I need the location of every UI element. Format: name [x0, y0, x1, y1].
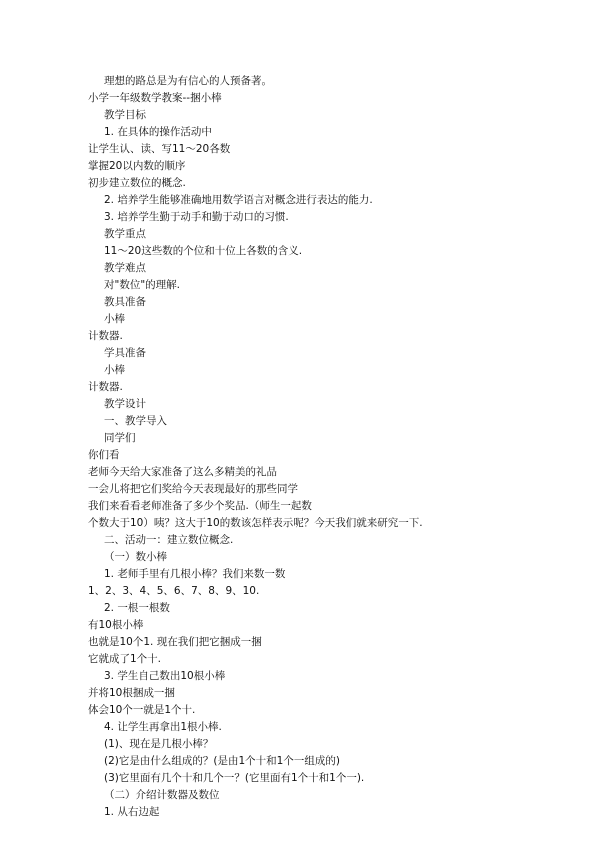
text-line: 掌握20以内数的顺序 [88, 160, 186, 172]
text-line: 小棒 [104, 313, 125, 325]
text-line: 对"数位"的理解. [104, 279, 180, 291]
text-line: 3. 学生自己数出10根小棒 [104, 670, 226, 682]
text-line: （二）介绍计数器及数位 [104, 789, 220, 801]
text-line: 3. 培养学生勤于动手和勤于动口的习惯. [104, 211, 289, 223]
text-line: 一会儿将把它们奖给今天表现最好的那些同学 [88, 483, 298, 495]
text-line: 同学们 [104, 432, 136, 444]
text-line: 计数器. [88, 381, 123, 393]
text-line: 也就是10个1. 现在我们把它捆成一捆 [88, 636, 262, 648]
text-line: 1. 老师手里有几根小棒？我们来数一数 [104, 568, 286, 580]
motto-line: 理想的路总是为有信心的人预备著。 [104, 75, 272, 87]
text-line: 11～20这些数的个位和十位上各数的含义. [104, 245, 303, 257]
text-line: 个数大于10）咦？这大于10的数该怎样表示呢？今天我们就来研究一下. [88, 517, 423, 529]
text-line: 有10根小棒 [88, 619, 144, 631]
text-line: 它就成了1个十. [88, 653, 162, 665]
text-line: (3)它里面有几个十和几个一？(它里面有1个十和1个一). [104, 772, 365, 784]
section-heading-teaching-aids: 教具准备 [104, 296, 146, 308]
section-heading-key-points: 教学重点 [104, 228, 146, 240]
text-line: 二、活动一：建立数位概念. [104, 534, 234, 546]
text-line: 一、教学导入 [104, 415, 167, 427]
text-line: 4. 让学生再拿出1根小棒. [104, 721, 222, 733]
text-line: 你们看 [88, 449, 120, 461]
text-line: 我们来看看老师准备了多少个奖品.（师生一起数 [88, 500, 312, 512]
text-line: 并将10根捆成一捆 [88, 687, 175, 699]
section-heading-design: 教学设计 [104, 398, 146, 410]
text-line: 2. 一根一根数 [104, 602, 170, 614]
section-heading-difficulties: 教学难点 [104, 262, 146, 274]
text-line: 体会10个一就是1个十. [88, 704, 196, 716]
text-line: 1、2、3、4、5、6、7、8、9、10. [88, 585, 260, 597]
text-line: 计数器. [88, 330, 123, 342]
text-line: (1)、现在是几根小棒？ [104, 738, 214, 750]
section-heading-learning-aids: 学具准备 [104, 347, 146, 359]
text-line: 让学生认、读、写11～20各数 [88, 143, 231, 155]
text-line: 小棒 [104, 364, 125, 376]
text-line: 初步建立数位的概念. [88, 177, 186, 189]
section-heading-goals: 教学目标 [104, 109, 146, 121]
text-line: 1. 在具体的操作活动中 [104, 126, 212, 138]
text-line: 2. 培养学生能够准确地用数学语言对概念进行表达的能力. [104, 194, 373, 206]
text-line: 老师今天给大家准备了这么多精美的礼品 [88, 466, 277, 478]
document-title: 小学一年级数学教案--捆小棒 [88, 92, 222, 104]
text-line: （一）数小棒 [104, 551, 167, 563]
text-line: 1. 从右边起 [104, 806, 160, 818]
text-line: (2)它是由什么组成的？(是由1个十和1个一组成的) [104, 755, 340, 767]
